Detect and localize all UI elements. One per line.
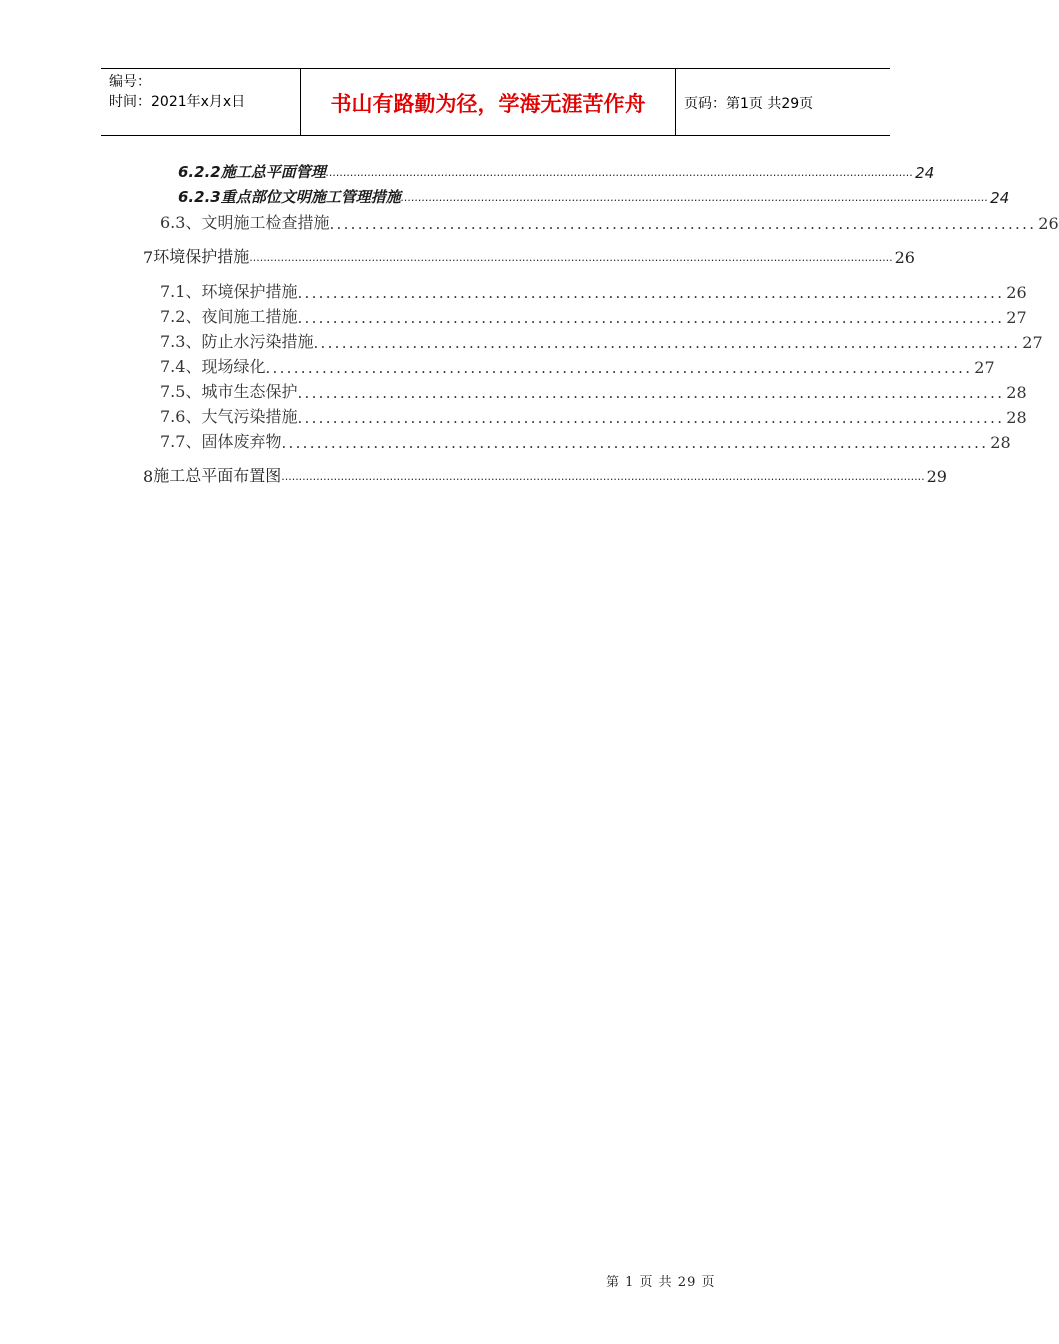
toc-entry-page: 26	[894, 248, 915, 267]
toc-entry-label: 6.2.2施工总平面管理	[178, 163, 326, 181]
toc-leader: ........................................................................................................................................................................................	[249, 251, 893, 264]
toc-leader: ....................................................................................................	[297, 309, 1005, 327]
toc-entry-page: 27	[974, 358, 995, 377]
code-label: 编号：	[109, 74, 151, 90]
toc-leader: ........................................................................................................................................................................	[325, 166, 914, 179]
toc-entry-label: 6.3、文明施工检查措施	[160, 213, 330, 232]
toc-entry[interactable]	[160, 328, 1043, 352]
toc-entry-label: 6.2.3重点部位文明施工管理措施	[178, 188, 401, 206]
toc-entry-page: 28	[990, 433, 1011, 452]
toc-entry[interactable]	[160, 353, 995, 377]
toc-entry-label: 施工总平面布置图	[153, 466, 282, 485]
toc-entry-label: 7.3、防止水污染措施	[160, 332, 314, 351]
toc-leader: ........................................................................................................................................................................................	[281, 470, 925, 483]
toc-entry-number: 7	[143, 248, 154, 267]
toc-entry-label: 7.1、环境保护措施	[160, 282, 298, 301]
toc-entry[interactable]	[160, 403, 1027, 427]
toc-entry[interactable]	[160, 278, 1027, 302]
time-label: 时间：2021年x月x日	[109, 94, 246, 110]
toc-entry-label: 7.5、城市生态保护	[160, 382, 298, 401]
toc-entry-page: 29	[926, 467, 947, 486]
toc-entry-page: 28	[1006, 383, 1027, 402]
toc-entry-label: 7.2、夜间施工措施	[160, 307, 298, 326]
toc-leader: ....................................................................................................	[265, 359, 973, 377]
toc-entry-number: 8	[143, 467, 154, 486]
toc-entry-page: 28	[1006, 408, 1027, 427]
toc-leader: ....................................................................................................	[297, 409, 1005, 427]
footer-page-number: 第 1 页 共 29 页	[606, 1275, 716, 1290]
toc-entry-label: 7.6、大气污染措施	[160, 407, 298, 426]
toc-leader: ....................................................................................................	[329, 215, 1037, 233]
toc-entry-page: 24	[990, 189, 1010, 207]
toc-entry-page: 26	[1038, 214, 1059, 233]
header-motto: 书山有路勤为径，学海无涯苦作舟	[301, 69, 676, 135]
toc-leader: ....................................................................................................	[313, 334, 1021, 352]
toc-entry[interactable]	[178, 158, 935, 182]
toc-leader: ....................................................................................................	[281, 434, 989, 452]
toc-entry-label: 7.4、现场绿化	[160, 357, 266, 376]
toc-entry-page: 24	[915, 164, 935, 182]
toc-entry-page: 27	[1006, 308, 1027, 327]
toc-entry[interactable]	[178, 183, 1010, 207]
toc-entry[interactable]	[143, 243, 915, 267]
toc-entry-label: 环境保护措施	[153, 247, 250, 266]
toc-leader: ....................................................................................................	[297, 384, 1005, 402]
toc-entry[interactable]	[160, 428, 1011, 452]
toc-entry-page: 27	[1022, 333, 1043, 352]
toc-entry[interactable]	[143, 462, 947, 486]
toc-entry-label: 7.7、固体废弃物	[160, 432, 282, 451]
toc-entry[interactable]	[160, 303, 1027, 327]
toc-leader: ....................................................................................................	[297, 284, 1005, 302]
toc-entry[interactable]	[160, 378, 1027, 402]
toc-entry-page: 26	[1006, 283, 1027, 302]
header-page-info: 页码：第1页 共29页	[684, 96, 814, 112]
toc-leader: ........................................................................................................................................................................	[400, 191, 989, 204]
toc-entry[interactable]	[160, 209, 1059, 233]
